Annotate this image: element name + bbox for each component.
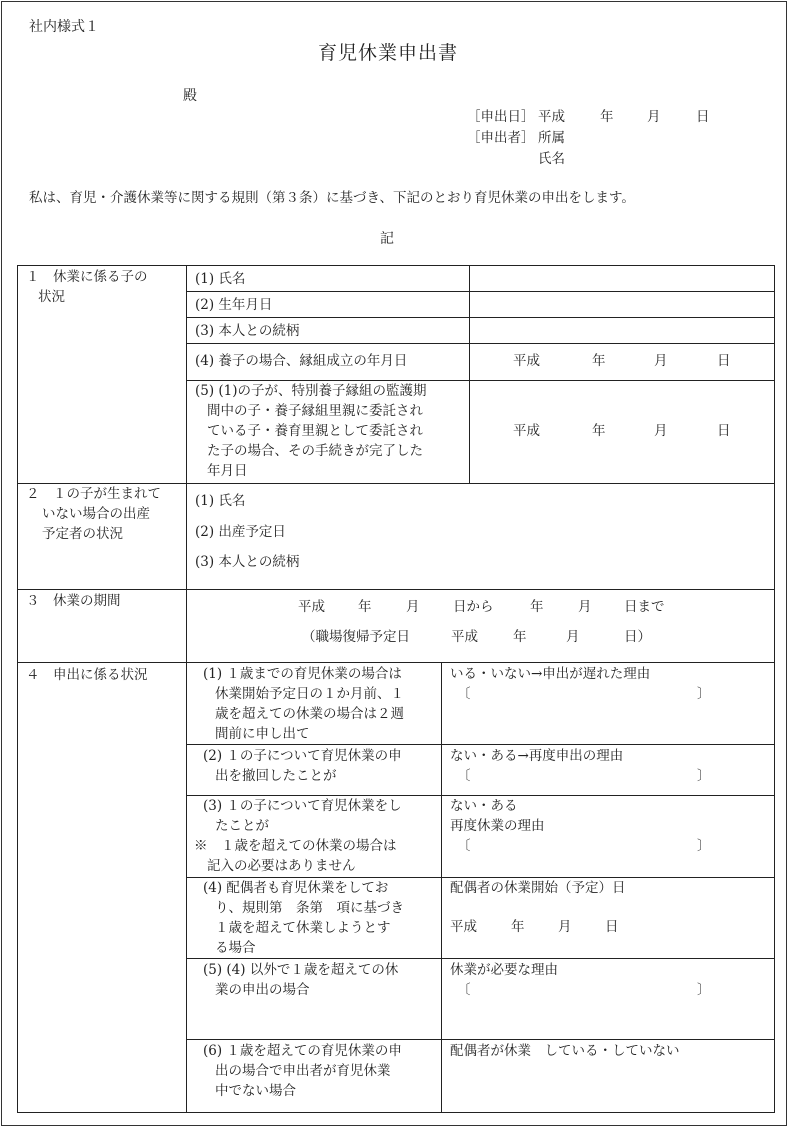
- row5-label-line1: (5) (4) 以外で１歳を超えての休: [203, 962, 399, 978]
- row4-label-line1: (4) 配偶者も育児休業をしてお: [203, 880, 389, 896]
- end-suffix: 日まで: [624, 599, 665, 615]
- month-unit: 月: [566, 629, 580, 645]
- section2-heading-line1: ２ １の子が生まれて: [26, 486, 161, 502]
- era-label: 平成: [513, 423, 540, 439]
- form-number: 社内様式１: [29, 19, 99, 35]
- bracket-open: 〔: [457, 768, 471, 784]
- procedure-label-line3: ている子・養育里親として委託され: [207, 423, 423, 439]
- date-label: ［申出日］: [467, 109, 535, 125]
- row4-label-line2: り、規則第 条第 項に基づき: [215, 900, 404, 916]
- child-relationship-field[interactable]: [470, 318, 774, 343]
- day-unit: 日: [717, 353, 731, 369]
- day-unit: 日: [717, 423, 731, 439]
- late-application-choice[interactable]: いる・いない→申出が遅れた理由: [450, 666, 651, 682]
- row4-label-line3: １歳を超えて休業しようとす: [215, 920, 391, 936]
- row1-label-line3: 歳を超えての休業の場合は２週: [215, 706, 404, 722]
- procedure-label-line2: 間中の子・養子縁組里親に委託され: [207, 403, 423, 419]
- repeat-leave-reason-label: 再度休業の理由: [450, 818, 545, 834]
- row6-label-line1: (6) １歳を超えての育児休業の申: [203, 1043, 402, 1059]
- necessity-reason-label: 休業が必要な理由: [450, 962, 558, 978]
- day-unit: 日）: [624, 629, 651, 645]
- section1-heading-line1: １ 休業に係る子の: [26, 269, 148, 285]
- intro-text: 私は、育児・介護休業等に関する規則（第３条）に基づき、下記のとおり育児休業の申出をします。: [29, 190, 635, 206]
- procedure-label-line1: (5) (1)の子が、特別養子縁組の監護期: [195, 383, 427, 399]
- document-title: 育児休業申出書: [318, 42, 459, 64]
- era-label: 平成: [451, 629, 478, 645]
- child-birthdate-field[interactable]: [470, 292, 774, 317]
- child-relationship-label: (3) 本人との続柄: [195, 323, 300, 339]
- spouse-on-leave-choice[interactable]: 配偶者が休業 している・していない: [450, 1043, 680, 1059]
- section4-heading: ４ 申出に係る状況: [26, 667, 148, 683]
- name-label: 氏名: [538, 151, 565, 167]
- child-birthdate-label: (2) 生年月日: [195, 297, 273, 313]
- expectant-relationship-label: (3) 本人との続柄: [195, 554, 300, 570]
- bracket-close: 〕: [697, 686, 711, 702]
- bracket-close: 〕: [697, 768, 711, 784]
- row2-label-line1: (2) １の子について育児休業の申: [203, 748, 402, 764]
- section1-heading-line2: 状況: [38, 289, 65, 305]
- applicant-label: ［申出者］: [467, 130, 535, 146]
- year-unit: 年: [513, 629, 527, 645]
- adoption-date-label: (4) 養子の場合、縁組成立の年月日: [195, 353, 408, 369]
- row1-label-line4: 間前に申し出て: [215, 726, 310, 742]
- day-unit: 日: [605, 919, 619, 935]
- bracket-open: 〔: [457, 686, 471, 702]
- date-month-unit: 月: [647, 109, 661, 125]
- month-unit: 月: [654, 353, 668, 369]
- year-unit: 年: [358, 599, 372, 615]
- row3-note-line1: ※ １歳を超えての休業の場合は: [194, 838, 397, 854]
- withdrawal-choice[interactable]: ない・ある→再度申出の理由: [450, 748, 624, 764]
- department-label: 所属: [538, 130, 565, 146]
- row4-label-line4: る場合: [215, 940, 256, 956]
- row3-note-line2: 記入の必要はありません: [207, 858, 356, 874]
- year-unit: 年: [511, 919, 525, 935]
- month-unit: 月: [654, 423, 668, 439]
- month-unit: 月: [406, 599, 420, 615]
- bracket-open: 〔: [457, 982, 471, 998]
- addressee-suffix: 殿: [183, 88, 197, 104]
- row1-label-line1: (1) １歳までの育児休業の場合は: [203, 666, 402, 682]
- child-name-field[interactable]: [470, 266, 774, 291]
- date-era: 平成: [538, 109, 565, 125]
- ki-marker: 記: [380, 231, 394, 247]
- era-label: 平成: [298, 599, 325, 615]
- row2-label-line2: 出を撤回したことが: [215, 768, 337, 784]
- date-day-unit: 日: [696, 109, 710, 125]
- procedure-label-line5: 年月日: [207, 463, 248, 479]
- row6-label-line2: 出の場合で申出者が育児休業: [215, 1063, 391, 1079]
- year-unit: 年: [592, 353, 606, 369]
- section3-heading: ３ 休業の期間: [26, 593, 121, 609]
- due-date-label: (2) 出産予定日: [195, 524, 286, 540]
- era-label: 平成: [450, 919, 477, 935]
- start-suffix: 日から: [453, 599, 494, 615]
- child-name-label: (1) 氏名: [195, 271, 246, 287]
- section2-heading-line2: いない場合の出産: [42, 506, 150, 522]
- month-unit: 月: [558, 919, 572, 935]
- spouse-leave-start-label: 配偶者の休業開始（予定）日: [450, 880, 626, 896]
- row3-label-line2: たことが: [215, 818, 269, 834]
- year-unit: 年: [592, 423, 606, 439]
- row6-label-line3: 中でない場合: [215, 1083, 296, 1099]
- return-date-label: （職場復帰予定日: [302, 629, 410, 645]
- era-label: 平成: [513, 353, 540, 369]
- row5-label-line2: 業の申出の場合: [215, 982, 310, 998]
- bracket-close: 〕: [697, 838, 711, 854]
- previous-leave-choice[interactable]: ない・ある: [450, 798, 518, 814]
- bracket-open: 〔: [457, 838, 471, 854]
- month-unit: 月: [578, 599, 592, 615]
- date-year-unit: 年: [600, 109, 614, 125]
- expectant-name-label: (1) 氏名: [195, 493, 246, 509]
- year-unit: 年: [530, 599, 544, 615]
- row3-label-line1: (3) １の子について育児休業をし: [203, 798, 402, 814]
- row1-label-line2: 休業開始予定日の１か月前、１: [215, 686, 404, 702]
- section2-heading-line3: 予定者の状況: [42, 526, 123, 542]
- bracket-close: 〕: [697, 982, 711, 998]
- procedure-label-line4: た子の場合、その手続きが完了した: [207, 443, 423, 459]
